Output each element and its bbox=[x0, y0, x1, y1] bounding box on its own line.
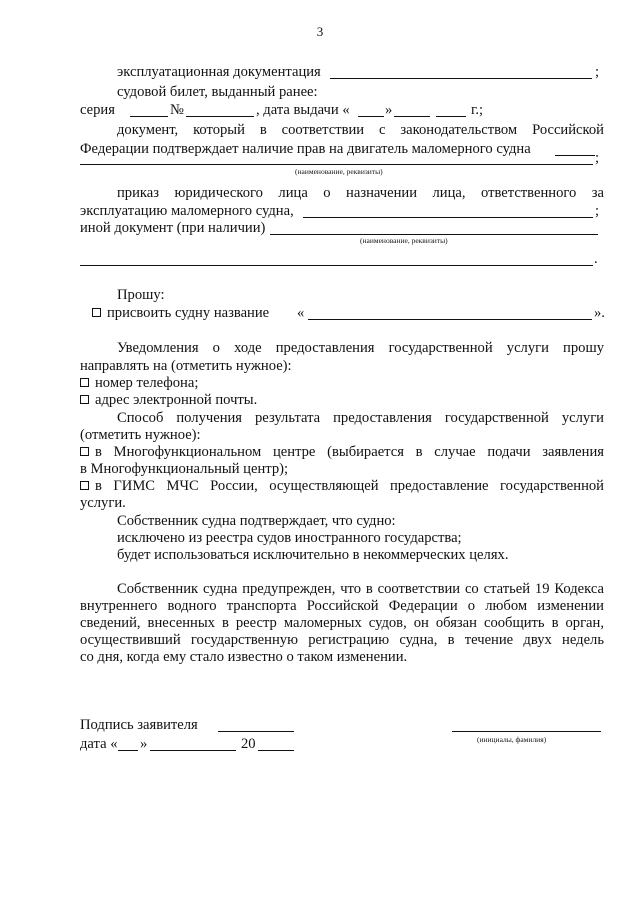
date-label: дата « bbox=[80, 736, 118, 752]
email-option bbox=[80, 392, 257, 409]
mfc-option bbox=[80, 444, 604, 461]
gims-option bbox=[80, 478, 604, 495]
gims-option-continued: услуги. bbox=[80, 495, 126, 511]
issue-date-quote: » bbox=[385, 102, 393, 118]
series-field[interactable] bbox=[130, 116, 168, 117]
notifications-line-2: направлять на (отметить нужное): bbox=[80, 358, 292, 374]
issue-year-field[interactable] bbox=[436, 116, 466, 117]
assign-name-checkbox[interactable] bbox=[92, 308, 101, 317]
result-method-line-2: (отметить нужное): bbox=[80, 427, 201, 443]
owner-confirms-label: Собственник судна подтверждает, что судно: bbox=[117, 513, 396, 529]
initials-surname-caption: (инициалы, фамилия) bbox=[477, 735, 547, 744]
signature-field[interactable] bbox=[218, 731, 294, 732]
notifications-line-1: Уведомления о ходе предоставления государственной услуги прошу bbox=[117, 340, 604, 356]
other-document-field[interactable] bbox=[270, 234, 598, 235]
engine-rights-doc-field[interactable] bbox=[80, 164, 593, 165]
name-details-caption: (наименование, реквизиты) bbox=[295, 167, 383, 176]
warning-line-4: осуществивший государственную регистрацию судна, в течение двух недель bbox=[80, 632, 604, 648]
date-day-field[interactable] bbox=[118, 750, 138, 751]
close-quote: ». bbox=[594, 305, 605, 321]
issue-date-label: , дата выдачи « bbox=[256, 102, 350, 118]
operational-docs-field[interactable] bbox=[330, 78, 592, 79]
gims-checkbox[interactable] bbox=[80, 481, 89, 490]
initials-surname-field[interactable] bbox=[452, 731, 601, 732]
issue-year-suffix: г.; bbox=[471, 102, 484, 118]
order-legal-entity-line-1: приказ юридического лица о назначении лица, ответственного за bbox=[117, 185, 604, 201]
operational-docs-label: эксплуатационная документация bbox=[117, 64, 321, 80]
engine-rights-doc-field-tail[interactable] bbox=[555, 155, 595, 156]
page-number: 3 bbox=[316, 24, 324, 39]
mfc-label: в Многофункциональном центре (выбирается в случае подачи заявления bbox=[95, 444, 604, 460]
warning-line-2: внутреннего водного транспорта Российской Федерации о любом изменении bbox=[80, 598, 604, 614]
mfc-checkbox[interactable] bbox=[80, 447, 89, 456]
engine-rights-doc-line-1: документ, который в соответствии с законодательством Российской bbox=[117, 122, 604, 138]
result-method-line-1: Способ получения результата предоставления государственной услуги bbox=[117, 410, 604, 426]
number-sign-label: № bbox=[170, 102, 184, 118]
order-legal-entity-line-2: эксплуатацию маломерного судна, bbox=[80, 203, 294, 219]
date-century: 20 bbox=[241, 736, 256, 752]
email-label: адрес электронной почты. bbox=[95, 392, 258, 408]
assign-name-label: присвоить судну название bbox=[107, 305, 270, 321]
series-label: серия bbox=[80, 102, 115, 118]
warning-line-3: сведений, внесенных в реестр маломерных судов, он обязан сообщить в орган, bbox=[80, 615, 604, 631]
ship-ticket-label: судовой билет, выданный ранее: bbox=[117, 84, 318, 100]
applicant-signature-label: Подпись заявителя bbox=[80, 717, 198, 733]
name-details-caption: (наименование, реквизиты) bbox=[360, 236, 448, 245]
line-end-period: . bbox=[594, 251, 598, 267]
order-legal-entity-field[interactable] bbox=[303, 217, 593, 218]
email-checkbox[interactable] bbox=[80, 395, 89, 404]
phone-checkbox[interactable] bbox=[80, 378, 89, 387]
other-document-label: иной документ (при наличии) bbox=[80, 220, 266, 236]
ship-name-field[interactable] bbox=[308, 319, 592, 320]
date-year-field[interactable] bbox=[258, 750, 294, 751]
line-end-semicolon: ; bbox=[595, 150, 600, 166]
open-quote: « bbox=[297, 305, 305, 321]
number-field[interactable] bbox=[186, 116, 254, 117]
gims-label: в ГИМС МЧС России, осуществляющей предоставление государственной bbox=[95, 478, 604, 494]
warning-line-5: со дня, когда ему стало известно о таком изменении. bbox=[80, 649, 408, 665]
assign-name-option bbox=[92, 305, 269, 322]
mfc-option-continued: в Многофункциональный центр); bbox=[80, 461, 289, 477]
date-quote: » bbox=[140, 736, 148, 752]
line-end-semicolon: ; bbox=[595, 64, 600, 80]
request-heading: Прошу: bbox=[117, 287, 165, 303]
non-commercial-use: будет использоваться исключительно в некоммерческих целях. bbox=[117, 547, 509, 563]
date-month-field[interactable] bbox=[150, 750, 236, 751]
other-document-field-continued[interactable] bbox=[80, 265, 593, 266]
issue-month-field[interactable] bbox=[394, 116, 430, 117]
phone-label: номер телефона; bbox=[95, 375, 199, 391]
line-end-semicolon: ; bbox=[595, 203, 600, 219]
engine-rights-doc-line-2: Федерации подтверждает наличие прав на двигатель маломерного судна bbox=[80, 141, 531, 157]
warning-line-1: Собственник судна предупрежден, что в соответствии со статьей 19 Кодекса bbox=[117, 581, 604, 597]
issue-day-field[interactable] bbox=[358, 116, 384, 117]
excluded-from-foreign-registry: исключено из реестра судов иностранного государства; bbox=[117, 530, 462, 546]
phone-option bbox=[80, 375, 198, 392]
